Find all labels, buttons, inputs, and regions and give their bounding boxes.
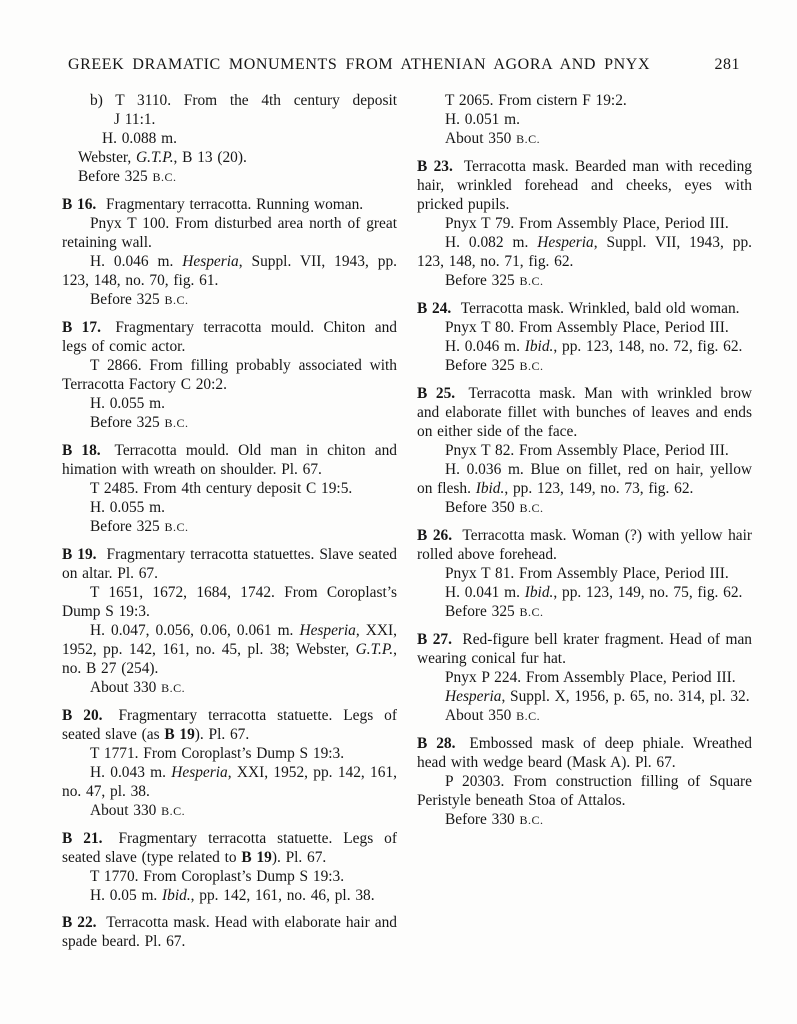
italic-text: Hesperia	[299, 622, 356, 639]
bold-text: B 19	[241, 849, 272, 866]
page-header	[62, 56, 740, 74]
text-run: Pnyx T 80. From Assembly Place, Period III.	[445, 319, 729, 336]
entry-b28	[417, 734, 752, 830]
text-run: Pnyx T 82. From Assembly Place, Period III.	[445, 442, 729, 459]
text-run: , pp. 123, 149, no. 75, fig. 62.	[553, 584, 743, 601]
entry-b22	[62, 913, 397, 951]
text-run: About 350	[445, 707, 517, 724]
paragraph	[62, 801, 397, 821]
entry-b15b-continuation	[62, 91, 397, 187]
entry-b18	[62, 441, 397, 537]
text-run: H. 0.046 m.	[445, 338, 525, 355]
paragraph	[62, 91, 397, 110]
text-run: , XXI, 1952, pp. 142, 161, no. 45, pl. 38; Webster,	[62, 622, 397, 658]
entry-b17	[62, 318, 397, 433]
paragraph	[417, 441, 752, 460]
text-run: H. 0.043 m.	[90, 764, 172, 781]
paragraph	[417, 706, 752, 726]
paragraph	[417, 460, 752, 498]
entry-heading	[417, 526, 752, 564]
italic-text: G.T.P.	[136, 149, 174, 166]
entry-number: B 26.	[417, 527, 453, 544]
paragraph	[62, 517, 397, 537]
entry-b27	[417, 630, 752, 726]
entry-heading	[62, 545, 397, 583]
text-run: P 20303. From construction filling of Square Peristyle beneath Stoa of Attalos.	[417, 773, 752, 809]
italic-text: Hesperia	[537, 234, 594, 251]
entry-number: B 17.	[62, 319, 101, 336]
paragraph	[62, 129, 397, 148]
text-run: ). Pl. 67.	[194, 726, 250, 743]
text-run: Before 325	[90, 291, 165, 308]
entry-b19	[62, 545, 397, 698]
entry-number: B 22.	[62, 914, 97, 931]
era-abbreviation: B.C.	[164, 520, 189, 534]
entry-heading	[62, 441, 397, 479]
text-run: H. 0.05 m.	[90, 887, 163, 904]
paragraph	[417, 337, 752, 356]
paragraph	[417, 233, 752, 271]
era-abbreviation: B.C.	[516, 709, 541, 723]
era-abbreviation: B.C.	[152, 170, 177, 184]
bold-text: B 19	[164, 726, 195, 743]
era-abbreviation: B.C.	[164, 293, 189, 307]
paragraph	[417, 602, 752, 622]
paragraph	[62, 148, 397, 167]
text-run: , Suppl. X, 1956, p. 65, no. 314, pl. 32.	[501, 688, 750, 705]
text-run: ). Pl. 67.	[271, 849, 327, 866]
paragraph	[62, 252, 397, 290]
italic-text: Ibid.	[524, 584, 554, 601]
paragraph	[417, 564, 752, 583]
text-run: Terracotta mask. Woman (?) with yellow hair rolled above forehead.	[417, 527, 752, 563]
entry-heading	[62, 829, 397, 867]
text-run: H. 0.047, 0.056, 0.06, 0.061 m.	[90, 622, 300, 639]
era-abbreviation: B.C.	[161, 681, 186, 695]
italic-text: Ibid.	[475, 480, 505, 497]
text-run: H. 0.041 m.	[445, 584, 525, 601]
text-run: Terracotta mask. Bearded man with receding hair, wrinkled forehead and cheeks, eyes with pricked pupils.	[417, 158, 753, 213]
text-run: , no. B 27 (254).	[62, 641, 397, 677]
paragraph	[417, 271, 752, 291]
text-run: H. 0.051 m.	[445, 111, 520, 128]
paragraph	[62, 763, 397, 801]
text-run: Fragmentary terracotta statuettes. Slave seated on altar. Pl. 67.	[62, 546, 398, 582]
entry-heading	[62, 318, 397, 356]
text-run: Red-figure bell krater fragment. Head of man wearing conical fur hat.	[417, 631, 752, 667]
text-run: About 350	[445, 130, 517, 147]
text-run: Terracotta mould. Old man in chiton and himation with wreath on shoulder. Pl. 67.	[62, 442, 397, 478]
paragraph	[62, 583, 397, 621]
entry-b26	[417, 526, 752, 622]
entry-b20	[62, 706, 397, 821]
entry-number: B 21.	[62, 830, 103, 847]
paragraph	[417, 583, 752, 602]
entry-b24	[417, 299, 752, 376]
text-run: Before 325	[90, 518, 165, 535]
era-abbreviation: B.C.	[516, 132, 541, 146]
paragraph	[417, 356, 752, 376]
text-run: H. 0.082 m.	[445, 234, 538, 251]
entry-heading	[62, 913, 397, 951]
entry-number: B 19.	[62, 546, 97, 563]
era-abbreviation: B.C.	[519, 274, 544, 288]
entry-b16	[62, 195, 397, 310]
text-run: , Suppl. VII, 1943, pp. 123, 148, no. 71, fig. 62.	[417, 234, 752, 270]
text-run: Before 325	[445, 603, 520, 620]
text-run: Fragmentary terracotta statuette. Legs of seated slave (type related to	[62, 830, 397, 866]
page-number: 281	[714, 56, 740, 73]
paragraph	[62, 214, 397, 252]
paragraph	[62, 479, 397, 498]
text-run: Pnyx P 224. From Assembly Place, Period III.	[445, 669, 736, 686]
text-run: Pnyx T 79. From Assembly Place, Period III.	[445, 215, 729, 232]
italic-text: Hesperia	[182, 253, 239, 270]
text-run: Embossed mask of deep phiale. Wreathed head with wedge beard (Mask A). Pl. 67.	[417, 735, 752, 771]
text-run: Pnyx T 100. From disturbed area north of great retaining wall.	[62, 215, 397, 251]
text-run: T 1651, 1672, 1684, 1742. From Coroplast’s Dump S 19:3.	[62, 584, 397, 620]
text-run: Before 350	[445, 499, 520, 516]
era-abbreviation: B.C.	[519, 501, 544, 515]
era-abbreviation: B.C.	[164, 416, 189, 430]
era-abbreviation: B.C.	[161, 804, 186, 818]
paragraph	[417, 687, 752, 706]
paragraph	[62, 394, 397, 413]
text-run: T 2485. From 4th century deposit C 19:5.	[90, 480, 353, 497]
text-run: Before 325	[78, 168, 153, 185]
text-run: Fragmentary terracotta statuette. Legs of seated slave (as	[62, 707, 397, 743]
entry-number: B 25.	[417, 385, 456, 402]
entry-number: B 27.	[417, 631, 452, 648]
paragraph	[62, 167, 397, 187]
paragraph	[417, 91, 752, 110]
entry-b22-continuation	[417, 91, 752, 149]
text-run: Before 325	[90, 414, 165, 431]
italic-text: G.T.P.	[355, 641, 394, 658]
text-run: , XXI, 1952, pp. 142, 161, no. 47, pl. 38.	[62, 764, 397, 800]
entry-heading	[417, 734, 752, 772]
entry-b25	[417, 384, 752, 518]
text-run: b) T 3110. From the 4th century deposit	[90, 92, 397, 109]
running-head: GREEK DRAMATIC MONUMENTS FROM ATHENIAN AGORA AND PNYX	[68, 56, 651, 73]
paragraph	[62, 498, 397, 517]
catalog-body	[62, 91, 752, 951]
text-run: T 1771. From Coroplast’s Dump S 19:3.	[90, 745, 345, 762]
paragraph	[62, 413, 397, 433]
text-run: , pp. 142, 161, no. 46, pl. 38.	[190, 887, 375, 904]
text-run: Pnyx T 81. From Assembly Place, Period III.	[445, 565, 729, 582]
text-run: H. 0.046 m.	[90, 253, 183, 270]
entry-number: B 23.	[417, 158, 453, 175]
text-run: Webster,	[78, 149, 137, 166]
paragraph	[417, 668, 752, 687]
text-run: T 1770. From Coroplast’s Dump S 19:3.	[90, 868, 345, 885]
text-run: Before 325	[445, 357, 520, 374]
entry-heading	[62, 706, 397, 744]
text-run: H. 0.055 m.	[90, 395, 165, 412]
text-run: , pp. 123, 149, no. 73, fig. 62.	[504, 480, 694, 497]
entry-heading	[417, 157, 752, 214]
text-run: Terracotta mask. Wrinkled, bald old woman.	[456, 300, 740, 317]
italic-text: Hesperia	[445, 688, 502, 705]
italic-text: Hesperia	[171, 764, 228, 781]
paragraph	[417, 318, 752, 337]
paragraph	[62, 744, 397, 763]
paragraph	[62, 886, 397, 905]
era-abbreviation: B.C.	[519, 605, 544, 619]
italic-text: Ibid.	[524, 338, 554, 355]
text-run: Terracotta mask. Man with wrinkled brow and elaborate fillet with bunches of leaves and ends on either side of the face.	[417, 385, 753, 440]
paragraph	[417, 214, 752, 233]
entry-heading	[417, 630, 752, 668]
paragraph	[62, 867, 397, 886]
entry-number: B 24.	[417, 300, 452, 317]
italic-text: Ibid.	[162, 887, 191, 904]
text-run: H. 0.036 m. Blue on fillet, red on hair, yellow on flesh.	[417, 461, 752, 497]
era-abbreviation: B.C.	[519, 359, 544, 373]
entry-b21	[62, 829, 397, 905]
text-run: J 11:1.	[114, 111, 156, 128]
paragraph	[417, 498, 752, 518]
text-run: H. 0.088 m.	[102, 130, 177, 147]
text-run: , Suppl. VII, 1943, pp. 123, 148, no. 70, fig. 61.	[62, 253, 397, 289]
entry-b23	[417, 157, 752, 291]
text-run: Before 330	[445, 811, 520, 828]
column-left	[62, 91, 397, 951]
paragraph	[62, 621, 397, 678]
text-run: Fragmentary terracotta. Running woman.	[101, 196, 364, 213]
text-run: About 330	[90, 679, 162, 696]
entry-heading	[62, 195, 397, 214]
entry-number: B 28.	[417, 735, 456, 752]
paragraph	[62, 110, 397, 129]
text-run: , pp. 123, 148, no. 72, fig. 62.	[553, 338, 743, 355]
column-right	[417, 91, 752, 951]
paragraph	[62, 678, 397, 698]
entry-number: B 20.	[62, 707, 103, 724]
paragraph	[417, 110, 752, 129]
entry-heading	[417, 299, 752, 318]
paragraph	[417, 810, 752, 830]
era-abbreviation: B.C.	[519, 813, 544, 827]
paragraph	[417, 129, 752, 149]
text-run: Before 325	[445, 272, 520, 289]
text-run: Terracotta mask. Head with elaborate hair and spade beard. Pl. 67.	[62, 914, 397, 950]
entry-number: B 16.	[62, 196, 97, 213]
text-run: H. 0.055 m.	[90, 499, 165, 516]
paragraph	[62, 356, 397, 394]
text-run: Fragmentary terracotta mould. Chiton and legs of comic actor.	[62, 319, 397, 355]
entry-heading	[417, 384, 752, 441]
paragraph	[417, 772, 752, 810]
entry-number: B 18.	[62, 442, 101, 459]
text-run: T 2065. From cistern F 19:2.	[445, 92, 627, 109]
paragraph	[62, 290, 397, 310]
text-run: , B 13 (20).	[173, 149, 247, 166]
text-run: T 2866. From filling probably associated with Terracotta Factory C 20:2.	[62, 357, 397, 393]
text-run: About 330	[90, 802, 162, 819]
